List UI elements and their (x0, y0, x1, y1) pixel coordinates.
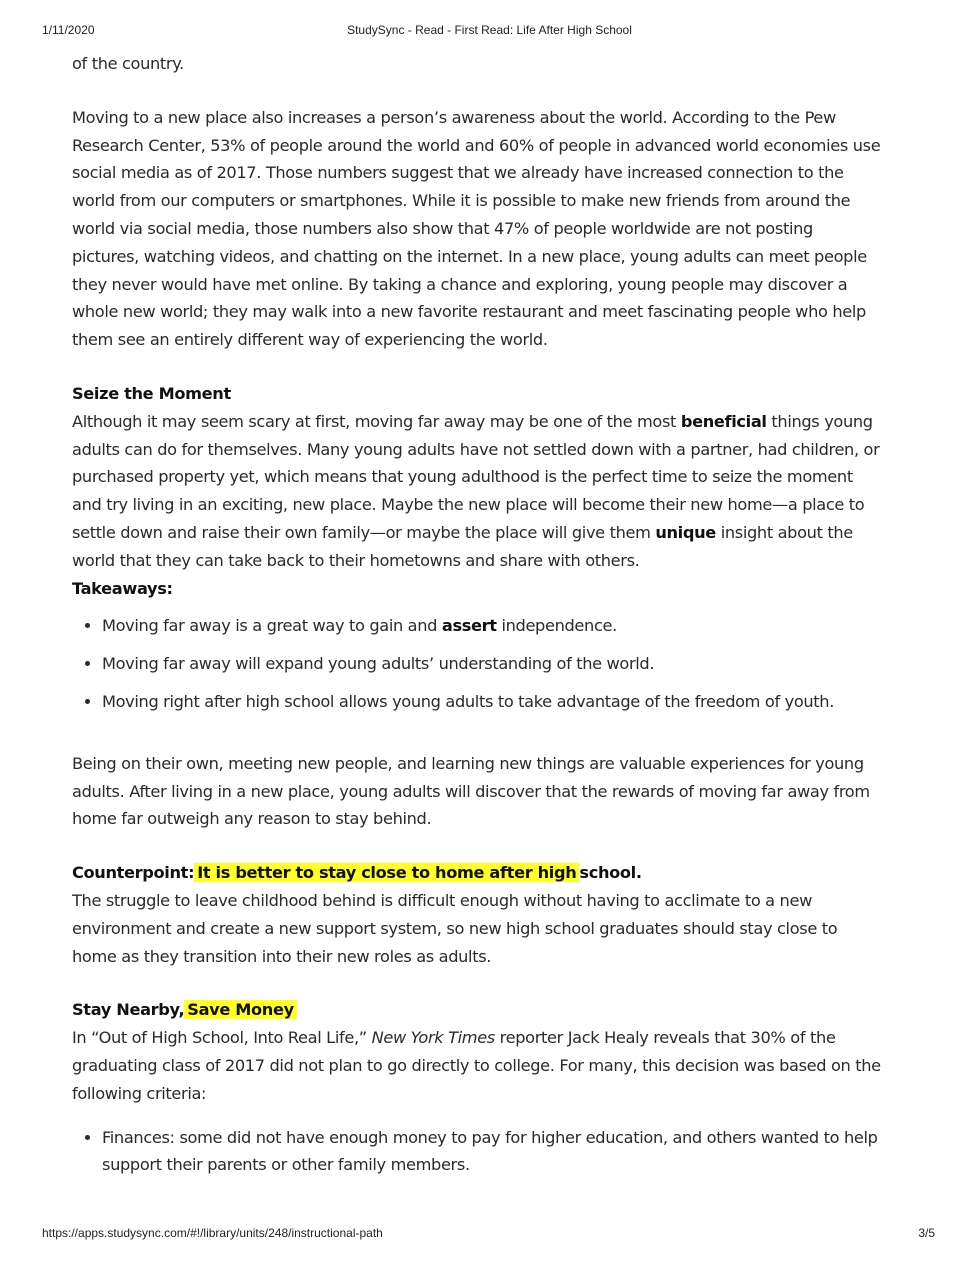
paragraph-seize: Although it may seem scary at first, moving far away may be one of the most beneficial things young adults can do for themselves. Many young adults have not settled down with a partner, had children, or purchased property yet, which means that young adulthood is the perfect time to seize the moment and try living in an exciting, new place. Maybe the new place will become their new home—a place to settle down and raise their own family—or maybe the place will give them unique insight about the world that they can take back to their hometowns and share with others. (72, 411, 880, 570)
paragraph-healy: In “Out of High School, Into Real Life,” New York Times reporter Jack Healy reveals that 30% of the graduating class of 2017 did not plan to go directly to college. For many, this decision was based on the following criteria: (72, 1028, 881, 1103)
publication-title: New York Times (371, 1028, 495, 1048)
highlight-annotation[interactable]: Save Money (184, 1000, 297, 1019)
heading-seize-the-moment: Seize the Moment (72, 383, 231, 403)
paragraph-struggle: The struggle to leave childhood behind is difficult enough without having to acclimate to a new environment and create a new support system, so new high school graduates should stay close to home as they transition into their new roles as adults. (72, 890, 838, 966)
highlight-annotation[interactable]: It is better to stay close to home after high (194, 863, 579, 882)
print-title: StudySync - Read - First Read: Life After High School (347, 23, 632, 37)
heading-takeaways: Takeaways: (72, 578, 173, 598)
takeaways-list (72, 612, 882, 715)
heading-counterpoint: Counterpoint: It is better to stay close to home after high school. (72, 863, 642, 883)
paragraph-awareness: Moving to a new place also increases a person’s awareness about the world. According to the Pew Research Center, 53% of people around the world and 60% of people in advanced world economies use social media as of 2017. Those numbers suggest that we already have increased connection to the world from our computers or smartphones. While it is possible to make new friends from around the world via social media, those numbers also show that 47% of people worldwide are not posting pictures, watching videos, and chatting on the internet. In a new place, young adults can meet people they never would have met online. By taking a chance and exploring, young people may discover a whole new world; they may walk into a new favorite restaurant and meet fascinating people who help them see an entirely different way of experiencing the world. (72, 107, 881, 350)
vocab-beneficial[interactable]: beneficial (680, 411, 767, 431)
page-url: https://apps.studysync.com/#!/library/units/248/instructional-path (42, 1226, 383, 1240)
vocab-assert[interactable]: assert (441, 616, 497, 636)
vocab-unique[interactable]: unique (655, 522, 716, 542)
heading-stay-nearby: Stay Nearby, Save Money (72, 996, 882, 1024)
paragraph-continued: of the country. (72, 54, 184, 73)
article-body (72, 50, 882, 1189)
page-number: 3/5 (918, 1226, 935, 1240)
list-item: • Moving right after high school allows young adults to take advantage of the freedom of youth. (102, 688, 882, 716)
criteria-list (72, 1124, 882, 1180)
list-item: • Moving far away will expand young adults’ understanding of the world. (102, 650, 882, 678)
paragraph-being: Being on their own, meeting new people, and learning new things are valuable experiences for young adults. After living in a new place, young adults will discover that the rewards of moving far away from home far outweigh any reason to stay behind. (72, 753, 870, 829)
list-item: • Moving far away is a great way to gain and assert independence. (102, 612, 882, 640)
list-item: • Finances: some did not have enough money to pay for higher education, and others wanted to help support their parents or other family members. (102, 1124, 882, 1180)
print-date: 1/11/2020 (42, 23, 95, 37)
